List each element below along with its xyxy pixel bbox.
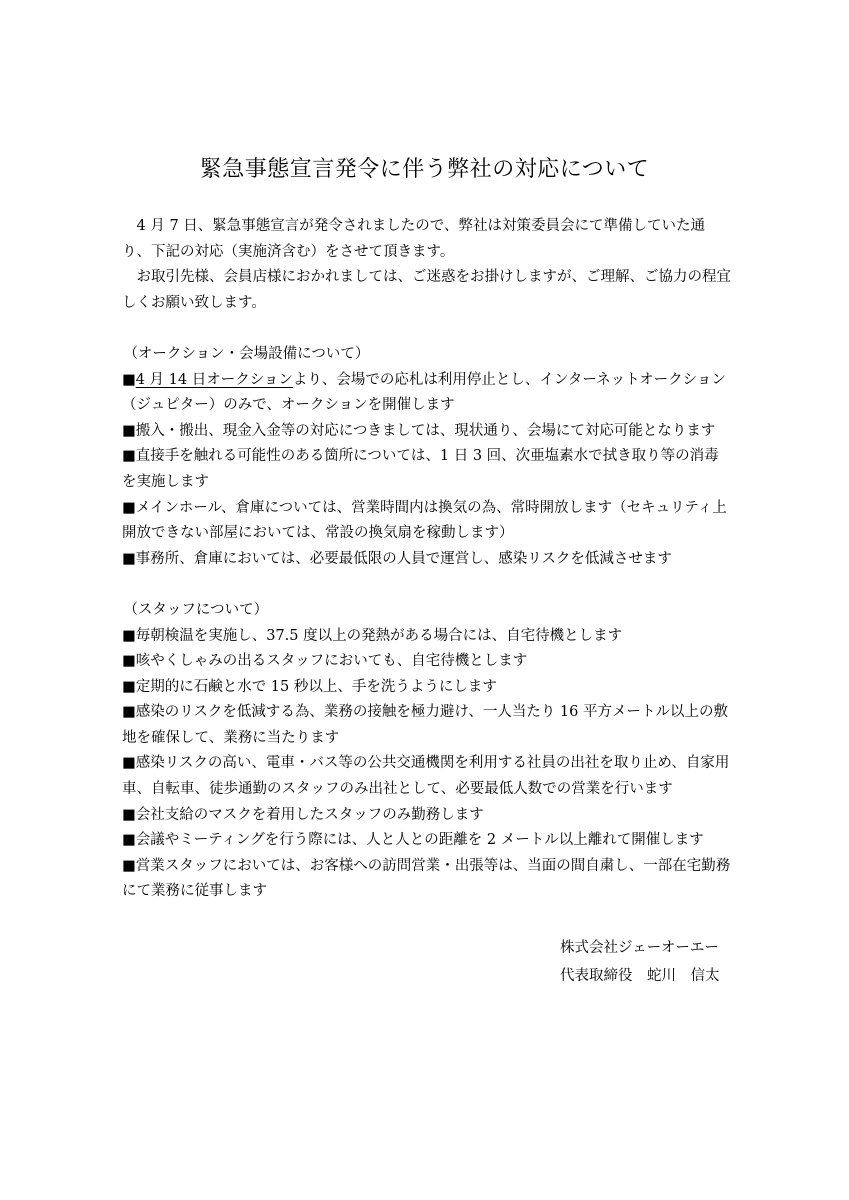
auction-item-4: ■メインホール、倉庫については、営業時間内は換気の為、常時開放します（セキュリティ上開放できない部屋においては、常設の換気扇を稼動します）	[122, 499, 727, 542]
staff-item-1: ■毎朝検温を実施し、37.5 度以上の発熱がある場合には、自宅待機とします	[122, 627, 623, 644]
staff-item-5: ■感染リスクの高い、電車・バス等の公共交通機関を利用する社員の出社を取り止め、自家用車、自転車、徒歩通勤のスタッフのみ出社として、必要最低人数での営業を行います	[122, 755, 730, 798]
staff-item-6: ■会社支給のマスクを着用したスタッフのみ勤務します	[122, 806, 484, 823]
staff-item-3: ■定期的に石鹸と水で 15 秒以上、手を洗うようにします	[122, 678, 497, 695]
signature-block	[560, 934, 720, 990]
intro-paragraph-1: 4 月 7 日、緊急事態宣言が発令されましたので、弊社は対策委員会にて準備していた通り、下記の対応（実施済含む）をさせて頂きます。	[122, 218, 705, 260]
company-name: 株式会社ジェーオーエー	[560, 940, 719, 956]
auction-item-1-text: より、会場での応札は利用停止とし、インターネットオークション（ジュピター）のみで、オークションを開催します	[122, 371, 726, 414]
bullet-marker: ■	[122, 371, 136, 388]
auction-item-2: ■搬入・搬出、現金入金等の対応につきましては、現状通り、会場にて対応可能となります	[122, 422, 716, 439]
auction-date-underlined: 4 月 14 日オークション	[135, 371, 293, 388]
auction-item-5: ■事務所、倉庫においては、必要最低限の人員で運営し、感染リスクを低減させます	[122, 550, 672, 567]
auction-item-1	[122, 368, 732, 419]
auction-section-heading: （オークション・会場設備について）	[123, 345, 370, 362]
intro-paragraph-2: お取引先様、会員店様におかれましては、ご迷惑をお掛けしますが、ご理解、ご協力の程宜しくお願い致します。	[122, 269, 731, 311]
staff-item-8: ■営業スタッフにおいては、お客様への訪問営業・出張等は、当面の間自粛し、一部在宅勤務にて業務に従事します	[122, 857, 731, 900]
staff-section-heading: （スタッフについて）	[123, 601, 269, 618]
document-body	[122, 214, 732, 905]
staff-item-4: ■感染のリスクを低減する為、業務の接触を極力避け、一人当たり 16 平方メートル以上の敷地を確保して、業務に当たります	[122, 704, 728, 746]
staff-item-7: ■会議やミーティングを行う際には、人と人との距離を 2 メートル以上離れて開催します	[122, 832, 704, 849]
staff-item-2: ■咳やくしゃみの出るスタッフにおいても、自宅待機とします	[122, 653, 528, 670]
auction-item-3: ■直接手を触れる可能性のある箇所については、1 日 3 回、次亜塩素水で拭き取り等の消毒を実施します	[122, 448, 719, 490]
document-title: 緊急事態宣言発令に伴う弊社の対応について	[199, 157, 650, 182]
representative-name: 代表取締役 蛇川 信太	[560, 968, 720, 984]
spacer	[122, 572, 732, 598]
spacer	[122, 316, 732, 342]
